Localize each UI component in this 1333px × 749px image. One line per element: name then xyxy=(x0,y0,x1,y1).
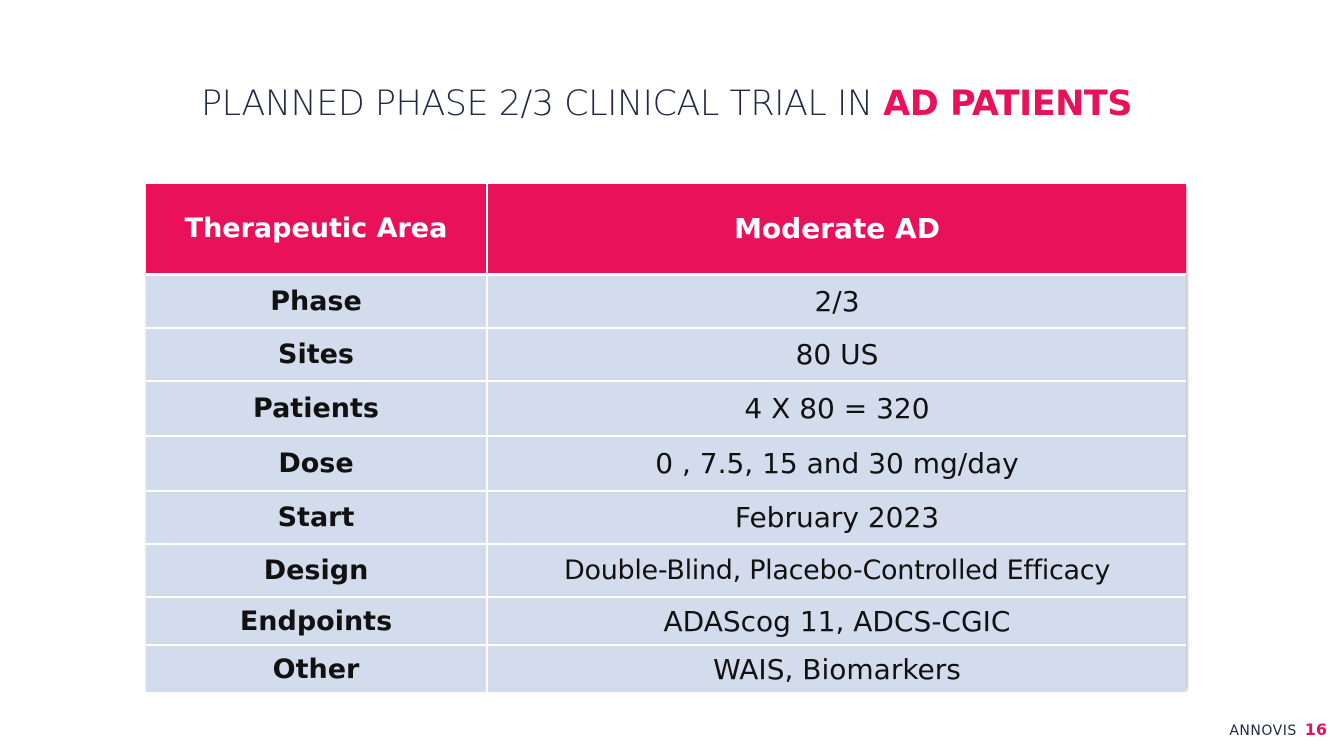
table-row xyxy=(146,436,1186,491)
header-therapeutic-area: Therapeutic Area xyxy=(146,184,487,275)
table-header-row xyxy=(146,184,1186,275)
row-label-phase: Phase xyxy=(146,275,487,329)
row-label-endpoints: Endpoints xyxy=(146,597,487,645)
row-value-endpoints: ADAScog 11, ADCS-CGIC xyxy=(487,597,1186,645)
row-value-design: Double-Blind, Placebo-Controlled Efficacy xyxy=(487,544,1186,597)
row-value-start: February 2023 xyxy=(487,491,1186,544)
table-row xyxy=(146,275,1186,329)
row-value-phase: 2/3 xyxy=(487,275,1186,329)
slide-title xyxy=(0,84,1333,124)
brand-logo-text: ANNOVIS xyxy=(1229,723,1297,739)
table-row xyxy=(146,597,1186,645)
row-label-design: Design xyxy=(146,544,487,597)
slide-title-main: PLANNED PHASE 2/3 CLINICAL TRIAL IN xyxy=(201,84,884,124)
row-value-other: WAIS, Biomarkers xyxy=(487,645,1186,692)
table-row xyxy=(146,544,1186,597)
table-row xyxy=(146,381,1186,436)
page-number: 16 xyxy=(1304,720,1327,739)
row-label-patients: Patients xyxy=(146,381,487,436)
header-moderate-ad: Moderate AD xyxy=(487,184,1186,275)
row-label-other: Other xyxy=(146,645,487,692)
slide-footer xyxy=(1229,720,1327,739)
table-row xyxy=(146,645,1186,692)
trial-table xyxy=(146,184,1186,688)
row-label-sites: Sites xyxy=(146,328,487,381)
row-label-dose: Dose xyxy=(146,436,487,491)
row-value-patients: 4 X 80 = 320 xyxy=(487,381,1186,436)
slide-title-accent: AD PATIENTS xyxy=(883,84,1132,124)
row-label-start: Start xyxy=(146,491,487,544)
row-value-dose: 0 , 7.5, 15 and 30 mg/day xyxy=(487,436,1186,491)
table-row xyxy=(146,328,1186,381)
table-row xyxy=(146,491,1186,544)
row-value-sites: 80 US xyxy=(487,328,1186,381)
